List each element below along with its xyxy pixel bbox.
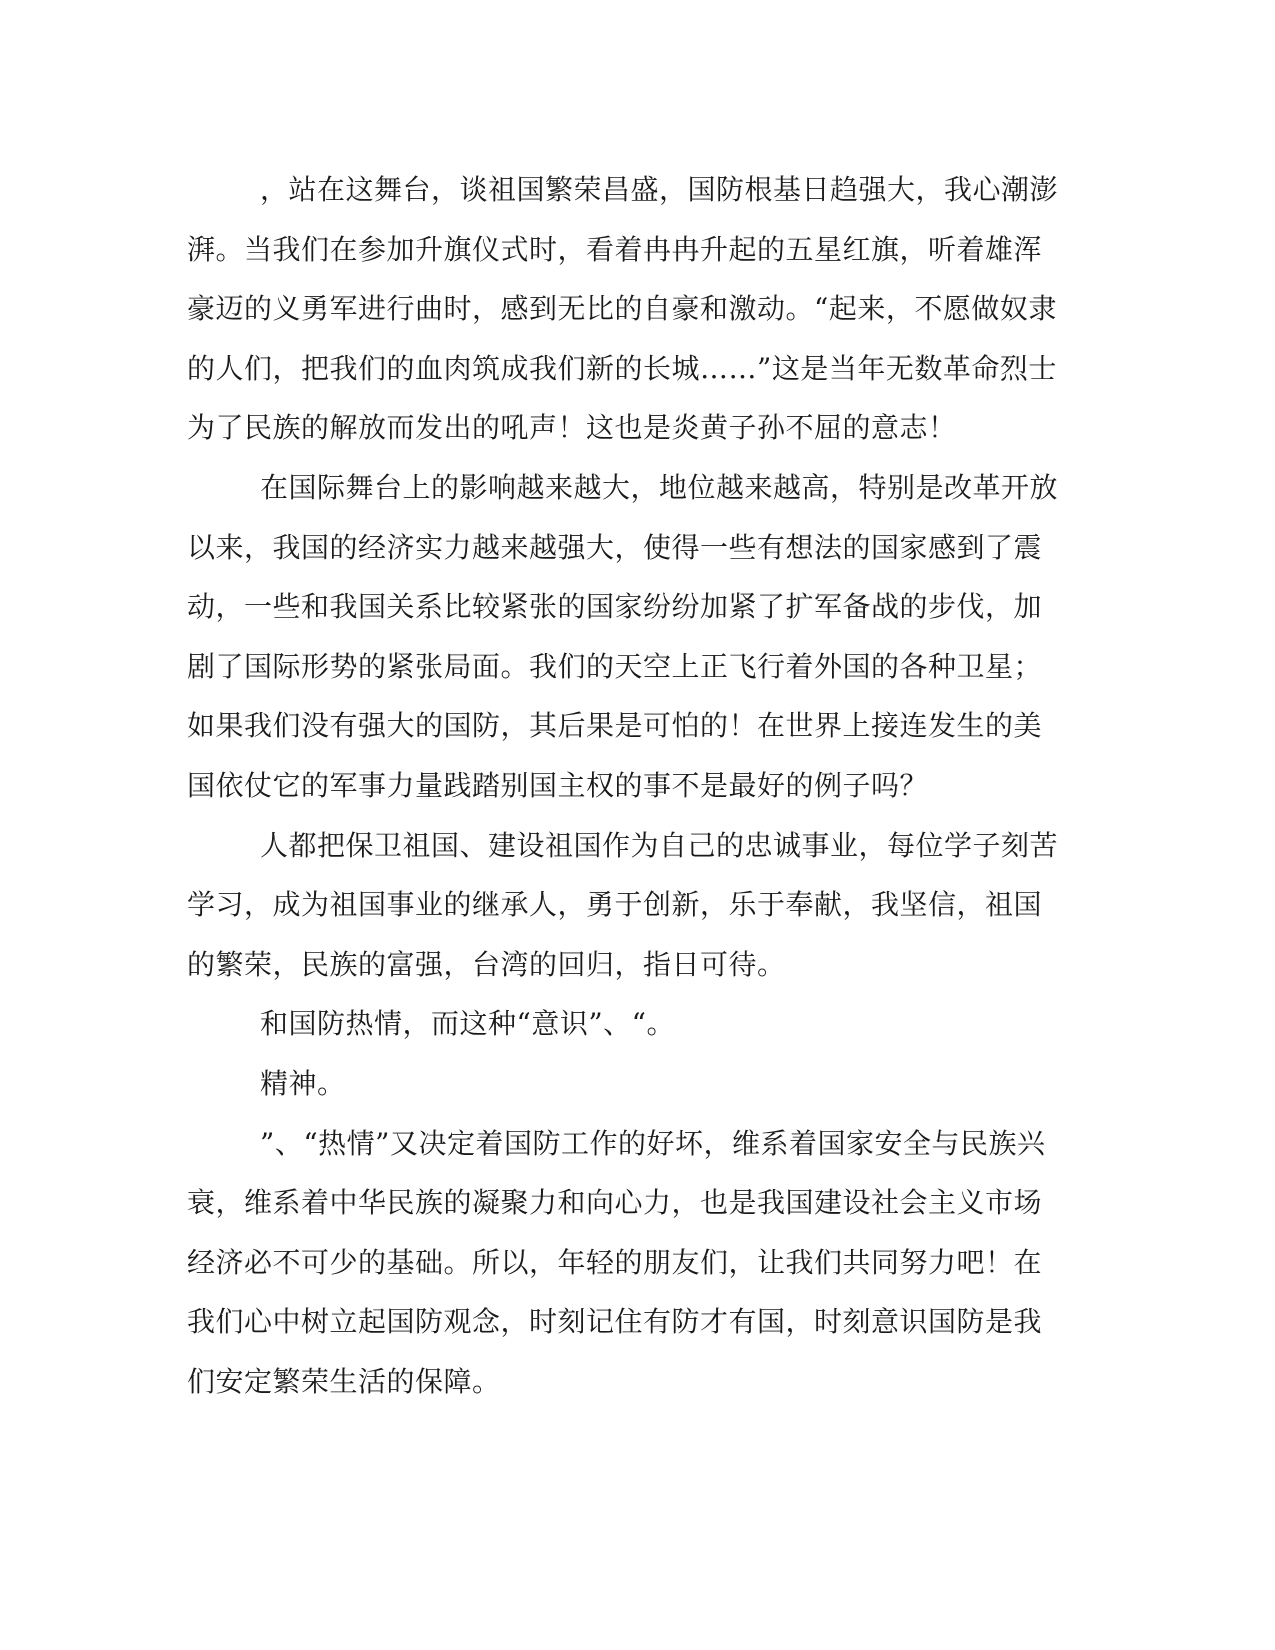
text-line: 衰，维系着中华民族的凝聚力和向心力，也是我国建设社会主义市场	[187, 1186, 1043, 1220]
text-line: 动，一些和我国关系比较紧张的国家纷纷加紧了扩军备战的步伐，加	[187, 590, 1043, 624]
text-line: 国依仗它的军事力量践踏别国主权的事不是最好的例子吗？	[187, 768, 929, 802]
text-line: 学习，成为祖国事业的继承人，勇于创新，乐于奉献，我坚信，祖国	[187, 888, 1043, 922]
document-body	[187, 160, 1067, 1411]
text-line: 的繁荣，民族的富强，台湾的回归，指日可待。	[187, 947, 786, 981]
text-line: 我们心中树立起国防观念，时刻记住有防才有国，时刻意识国防是我	[187, 1305, 1043, 1339]
text-line: 们安定繁荣生活的保障。	[187, 1364, 501, 1398]
text-line: 以来，我国的经济实力越来越强大，使得一些有想法的国家感到了震	[187, 530, 1043, 564]
text-line: 经济必不可少的基础。所以，年轻的朋友们，让我们共同努力吧！在	[187, 1245, 1043, 1279]
text-line: 人都把保卫祖国、建设祖国作为自己的忠诚事业，每位学子刻苦	[260, 828, 1059, 862]
text-line: 精神。	[260, 1066, 346, 1100]
text-line: 豪迈的义勇军进行曲时，感到无比的自豪和激动。“起来，不愿做奴隶	[187, 292, 1057, 326]
text-line: 剧了国际形势的紧张局面。我们的天空上正飞行着外国的各种卫星；	[187, 649, 1043, 683]
text-line: 和国防热情，而这种“意识”、“。	[260, 1007, 675, 1041]
text-line: ”、“热情”又决定着国防工作的好坏，维系着国家安全与民族兴	[260, 1126, 1046, 1160]
text-line: ，站在这舞台，谈祖国繁荣昌盛，国防根基日趋强大，我心潮澎	[260, 173, 1059, 206]
text-line: 湃。当我们在参加升旗仪式时，看着冉冉升起的五星红旗，听着雄浑	[187, 232, 1043, 266]
text-line: 为了民族的解放而发出的吼声！这也是炎黄子孙不屈的意志！	[187, 411, 957, 445]
text-line: 如果我们没有强大的国防，其后果是可怕的！在世界上接连发生的美	[187, 709, 1043, 743]
text-line: 的人们，把我们的血肉筑成我们新的长城……”这是当年无数革命烈士	[187, 351, 1057, 385]
text-line: 在国际舞台上的影响越来越大，地位越来越高，特别是改革开放	[260, 470, 1059, 504]
